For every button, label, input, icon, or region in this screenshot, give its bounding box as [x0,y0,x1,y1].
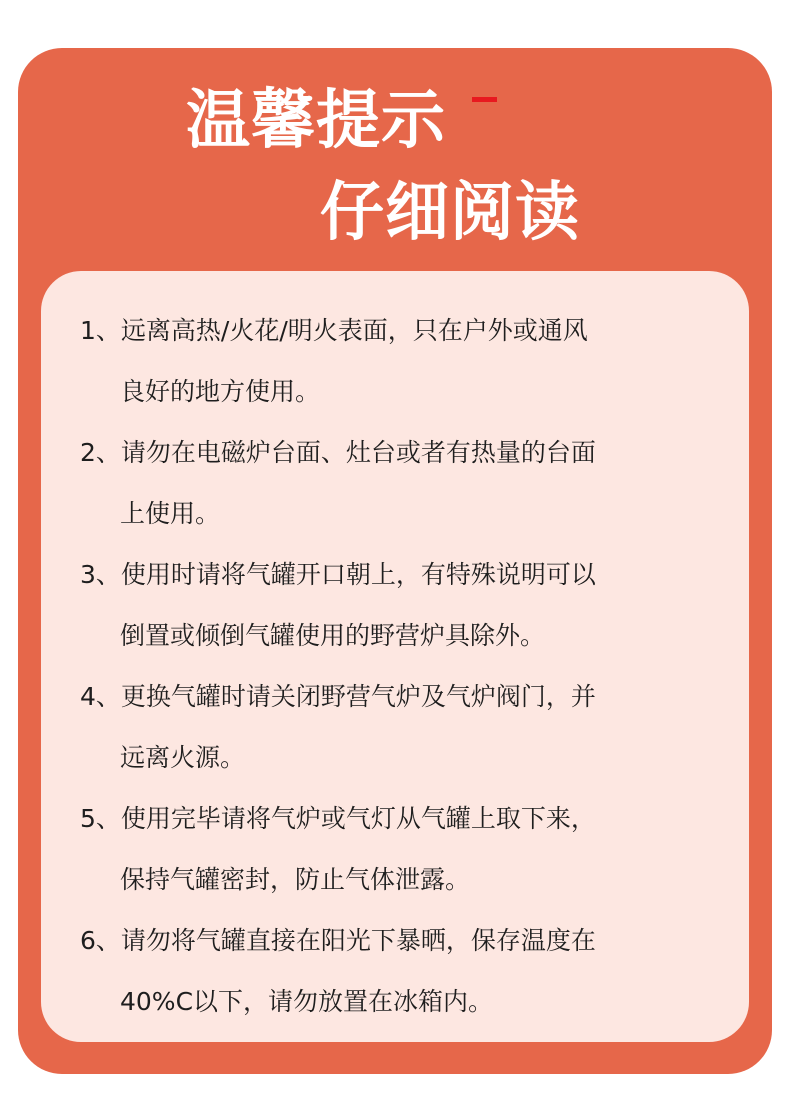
tip-4-line-1: 4、更换气罐时请关闭野营气炉及气炉阀门，并 [80,682,596,711]
tip-item-1 [80,300,720,422]
tip-5-line-2: 保持气罐密封，防止气体泄露。 [120,865,471,894]
tip-item-2 [80,422,720,544]
tip-item-5 [80,788,720,910]
tip-3-line-2: 倒置或倾倒气罐使用的野营炉具除外。 [120,621,546,650]
tip-6-line-1: 6、请勿将气罐直接在阳光下暴晒，保存温度在 [80,926,596,955]
title-dash-mark [472,97,497,102]
title-warm-tip: 温馨提示 [186,84,446,158]
tip-item-4 [80,666,720,788]
title-read-carefully: 仔细阅读 [320,176,580,250]
tip-2-line-1: 2、请勿在电磁炉台面、灶台或者有热量的台面 [80,438,596,467]
tip-item-3 [80,544,720,666]
tip-item-6 [80,910,720,1032]
tips-list [80,300,720,1032]
tip-1-line-1: 1、远离高热/火花/明火表面，只在户外或通风 [80,316,588,345]
tip-1-line-2: 良好的地方使用。 [120,377,321,406]
tip-2-line-2: 上使用。 [120,499,221,528]
tip-5-line-1: 5、使用完毕请将气炉或气灯从气罐上取下来， [80,804,596,833]
tip-6-line-2: 40%C以下，请勿放置在冰箱内。 [120,987,494,1016]
tip-3-line-1: 3、使用时请将气罐开口朝上，有特殊说明可以 [80,560,596,589]
tip-4-line-2: 远离火源。 [120,743,246,772]
